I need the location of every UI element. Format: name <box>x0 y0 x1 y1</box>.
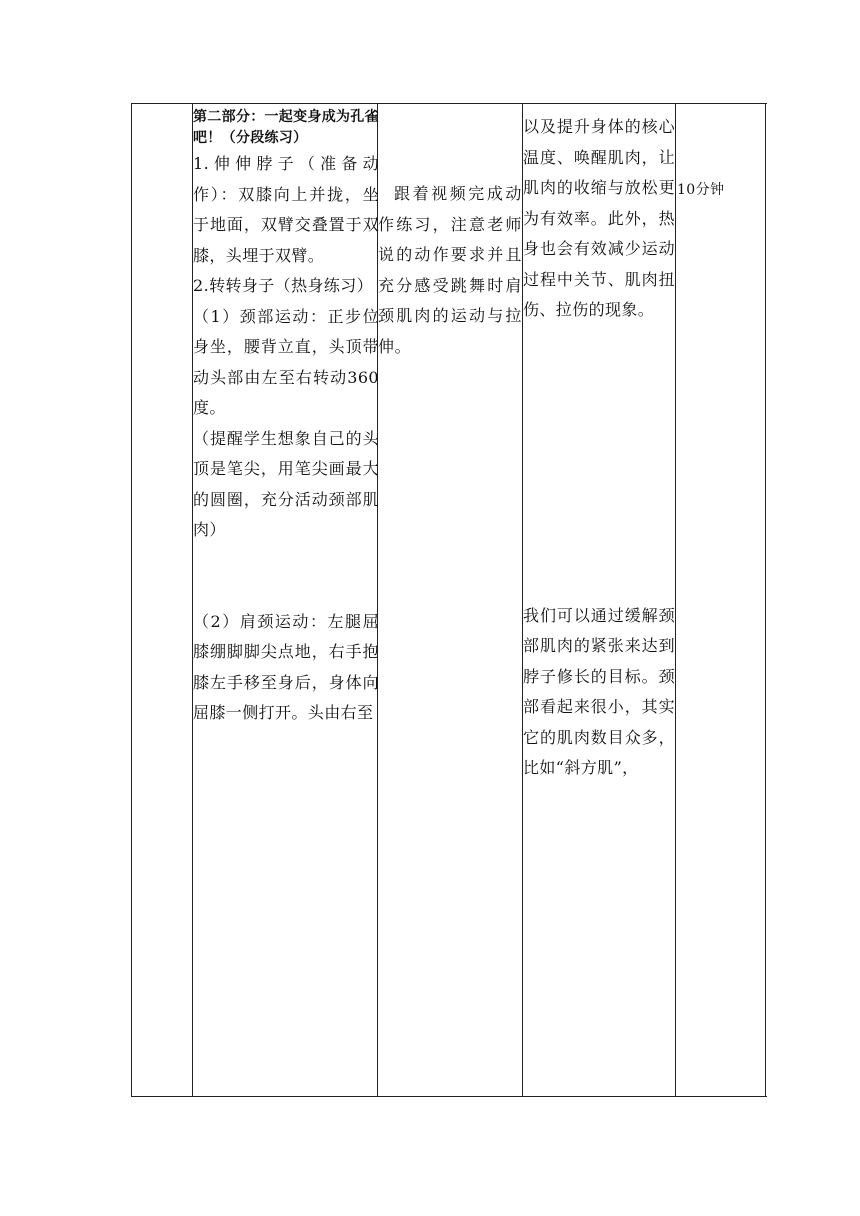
intent-cell <box>523 104 675 784</box>
content-sub-1: （1）颈部运动：正步位身坐，腰背立直，头顶带动头部由左至右转动360度。 <box>193 306 379 417</box>
content-item-2: 2.转转身子（热身练习） <box>193 276 374 295</box>
section-title: 第二部分：一起变身成为孔雀吧！（分段练习） <box>193 109 379 146</box>
content-sub-1-note: （提醒学生想象自己的头顶是笔尖，用笔尖画最大的圆圈，充分活动颈部肌肉） <box>193 428 379 539</box>
blank-gap <box>193 546 379 607</box>
time-cell <box>677 104 737 200</box>
content-sub-2: （2）肩颈运动：左腿屈膝绷脚脚尖点地，右手抱膝左手移至身后，身体向屈膝一侧打开。头由右至 <box>193 611 379 722</box>
intent-para-1: 以及提升身体的核心温度、唤醒肌肉，让肌肉的收缩与放松更为有效率。此外，热身也会有效减少运动过程中关节、肌肉扭伤、拉伤的现象。 <box>523 117 675 319</box>
blank-gap <box>523 326 675 601</box>
lesson-plan-table <box>131 103 767 1097</box>
activity-text: 跟着视频完成动作练习，注意老师说的动作要求并且充分感受跳舞时肩颈肌肉的运动与拉伸。 <box>378 184 522 356</box>
intent-para-2: 我们可以通过缓解颈部肌肉的紧张来达到脖子修长的目标。颈部看起来很小，其实它的肌肉数目众多，比如“斜方肌”， <box>523 605 675 777</box>
activity-cell <box>378 104 522 362</box>
table-border-left <box>131 104 132 1096</box>
time-text: 10分钟 <box>677 182 725 198</box>
content-item-1: 1.伸伸脖子（准备动作）：双膝向上并拢，坐于地面，双臂交叠置于双膝，头埋于双臂。 <box>193 154 379 265</box>
table-border-right <box>765 104 766 1096</box>
column-divider-4 <box>675 104 676 1096</box>
content-cell <box>193 104 379 729</box>
